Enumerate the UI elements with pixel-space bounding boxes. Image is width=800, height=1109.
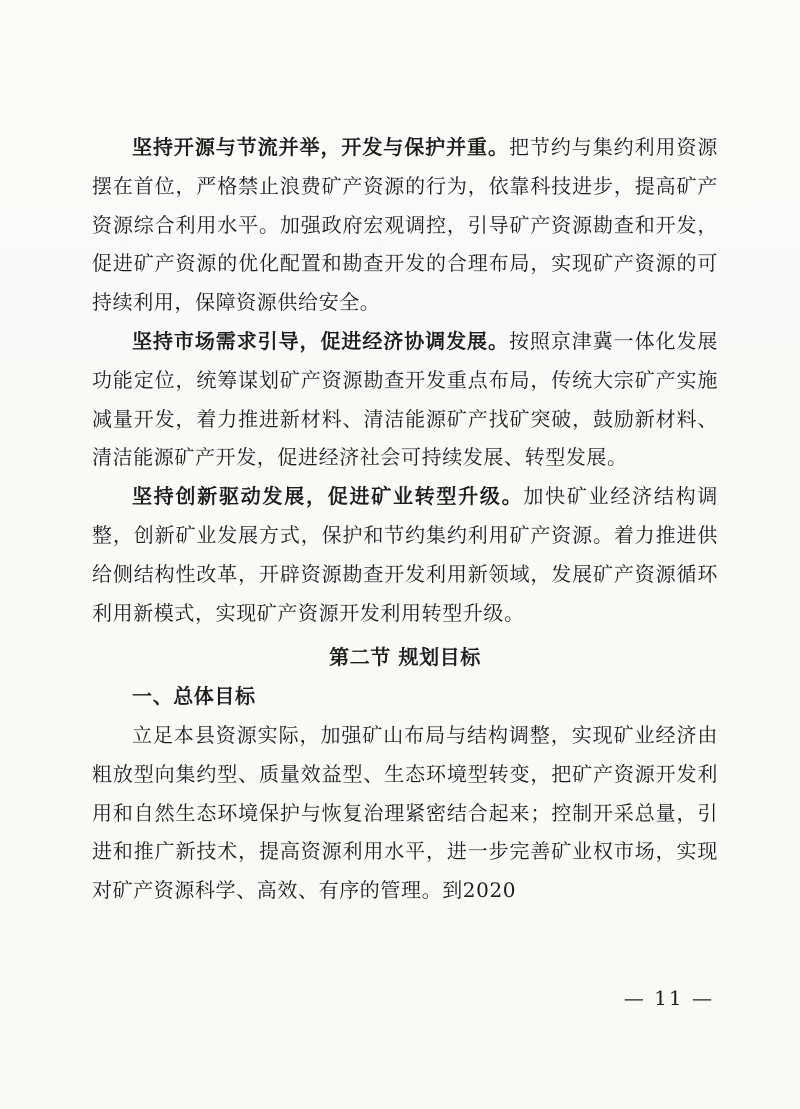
principle-lead-2: 坚持市场需求引导，促进经济协调发展。 <box>132 328 509 353</box>
principle-text-2: 按照京津冀一体化发展功能定位，统筹谋划矿产资源勘查开发重点布局，传统大宗矿产实施减量开发，着力推进新材料、清洁能源矿产找矿突破，鼓励新材料、清洁能源矿产开发，促进经济社会可持续发展、转型发展。 <box>92 328 718 470</box>
principle-text-3: 加快矿业经济结构调整，创新矿业发展方式，保护和节约集约利用矿产资源。着力推进供给侧结构性改革，开辟资源勘查开发利用新领域，发展矿产资源循环利用新模式，实现矿产资源开发利用转型升级。 <box>92 484 718 625</box>
principle-lead-3: 坚持创新驱动发展，促进矿业转型升级。 <box>132 484 524 509</box>
principle-paragraph-2 <box>92 322 718 477</box>
principle-paragraph-3 <box>92 477 718 632</box>
sub-heading: 一、总体目标 <box>132 684 256 709</box>
goal-paragraph: 立足本县资源实际，加强矿山布局与结构调整，实现矿业经济由粗放型向集约型、质量效益型、生态环境型转变，把矿产资源开发利用和自然生态环境保护与恢复治理紧密结合起来；控制开采总量，引进和推广新技术，提高资源利用水平，进一步完善矿业权市场，实现对矿产资源科学、高效、有序的管理。到2020 <box>92 722 718 903</box>
section-heading: 第二节 规划目标 <box>329 645 481 670</box>
principle-text-1: 把节约与集约利用资源摆在首位，严格禁止浪费矿产资源的行为，依靠科技进步，提高矿产资源综合利用水平。加强政府宏观调控，引导矿产资源勘查和开发，促进矿产资源的优化配置和勘查开发的合理布局，实现矿产资源的可持续利用，保障资源供给安全。 <box>92 135 718 315</box>
principle-lead-1: 坚持开源与节流并举，开发与保护并重。 <box>132 135 509 159</box>
document-body <box>92 128 718 910</box>
page-number: — 11 — <box>623 986 714 1010</box>
principle-paragraph-1 <box>92 128 718 322</box>
